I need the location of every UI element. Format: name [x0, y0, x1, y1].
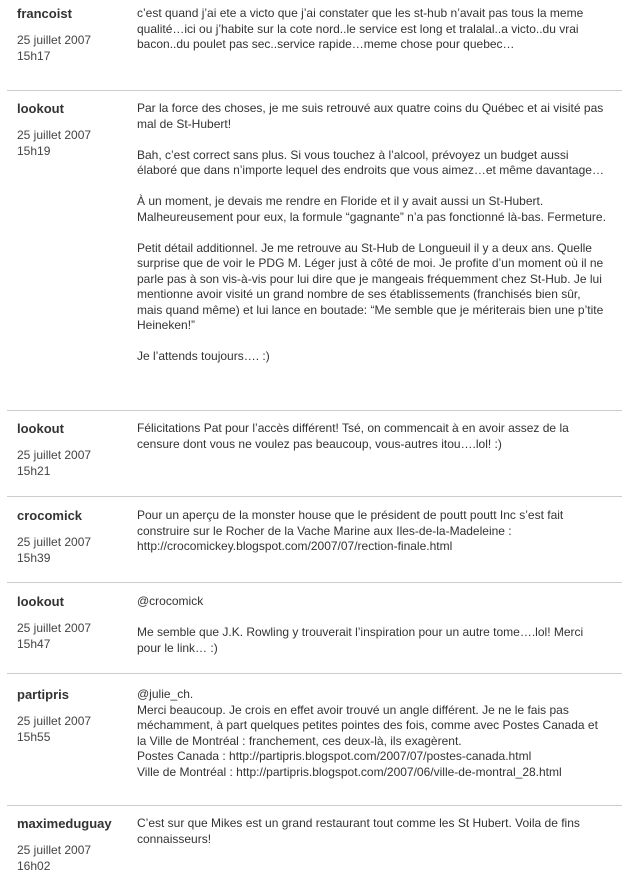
comment-paragraph: @crocomick [137, 594, 204, 608]
comment-date [17, 842, 132, 874]
comment-time: 15h39 [17, 551, 51, 565]
comment-paragraph: C’est sur que Mikes est un grand restaurant tout comme les St Hubert. Voila de fins connaisseurs! [137, 816, 580, 846]
comment-divider [7, 90, 622, 91]
comment-date [17, 127, 132, 159]
comment-paragraph: Pour un aperçu de la monster house que le président de poutt poutt Inc s’est fait construire sur le Rocher de la Vache Marine aux Iles-de-la-Madeleine : http://crocomickey.blogspot.com/2007/07/rection-finale.html [137, 508, 564, 553]
comment-meta [17, 687, 132, 745]
comment-date [17, 713, 132, 745]
comment-body [137, 421, 607, 452]
comment-author[interactable]: partipris [17, 687, 70, 702]
comment-divider [7, 673, 622, 674]
comment-divider [7, 805, 622, 806]
comment-date-day: 25 juillet 2007 [17, 535, 92, 549]
comment-paragraph: Je l’attends toujours…. :) [137, 349, 270, 363]
comment-body [137, 816, 607, 847]
comment-date-day: 25 juillet 2007 [17, 128, 92, 142]
comment-date-day: 25 juillet 2007 [17, 448, 92, 462]
comment-meta [17, 508, 132, 566]
comment-date-day: 25 juillet 2007 [17, 714, 92, 728]
comment-paragraph: Petit détail additionnel. Je me retrouve au St-Hub de Longueuil il y a deux ans. Quelle surprise que de voir le PDG M. Léger just à côté de moi. Je profite d’un moment où il ne parle pas à son vis-à-vis pour lui dire que je mangeais fréquemment chez St-Hub. Je lui mentionne avoir visité un grand nombre de ses établissements (franchisés bien sûr, mais quand même) et lui lance en boutade: “Me semble que je mériterais bien une p’tite Heineken!” [137, 240, 604, 332]
comment-meta [17, 594, 132, 652]
comment-date [17, 534, 132, 566]
comment-divider [7, 410, 622, 411]
comment-divider [7, 582, 622, 583]
comment-date-day: 25 juillet 2007 [17, 621, 92, 635]
comment-time: 15h47 [17, 637, 51, 651]
comment-meta [17, 816, 132, 874]
comment-date-day: 25 juillet 2007 [17, 33, 92, 47]
comment-paragraph: À un moment, je devais me rendre en Floride et il y avait aussi un St-Hubert. Malheureusement pour eux, la formule “gagnante” n’a pas fonctionné là-bas. Fermeture. [137, 194, 606, 224]
comment-link-line[interactable]: Ville de Montréal : http://partipris.blogspot.com/2007/06/ville-de-montral_28.html [137, 764, 562, 779]
comment-paragraph: Me semble que J.K. Rowling y trouverait l’inspiration pour un autre tome….lol! Merci pour le link… :) [137, 625, 584, 655]
comment-paragraph: c’est quand j’ai ete a victo que j’ai constater que les st-hub n’avait pas tous la meme qualité…ici ou j’habite sur la cote nord..le service est long et tralalal..a victo..du vrai bacon..du poulet pas sec..service rapide…meme chose pour quebec… [137, 6, 584, 51]
comment-time: 15h21 [17, 464, 51, 478]
comment-paragraph: Bah, c’est correct sans plus. Si vous touchez à l’alcool, prévoyez un budget aussi élaboré que dans n’importe lequel des endroits que vous aimez…et même davantage… [137, 147, 604, 177]
comment-body [137, 594, 607, 656]
comment-time: 15h19 [17, 144, 51, 158]
comment-date [17, 447, 132, 479]
comment-time: 15h55 [17, 730, 51, 744]
comment-paragraph: Félicitations Pat pour l’accès différent! Tsé, on commencait à en avoir assez de la censure dont vous ne voulez pas beaucoup, vous-autres itou….lol! :) [137, 421, 569, 451]
comment-body [137, 6, 607, 53]
comment-link-line[interactable]: Postes Canada : http://partipris.blogspot.com/2007/07/postes-canada.html [137, 749, 532, 763]
comment-author[interactable]: francoist [17, 6, 72, 21]
comment-mention: @julie_ch. [137, 687, 194, 701]
comment-author[interactable]: maximeduguay [17, 816, 112, 831]
comment-author[interactable]: lookout [17, 594, 64, 609]
comment-divider [7, 496, 622, 497]
comment-author[interactable]: lookout [17, 101, 64, 116]
comment-date [17, 32, 132, 64]
comment-author[interactable]: crocomick [17, 508, 83, 523]
comment-time: 16h02 [17, 859, 51, 873]
comment-paragraph: Par la force des choses, je me suis retrouvé aux quatre coins du Québec et ai visité pas mal de St-Hubert! [137, 101, 604, 131]
comment-paragraph: Merci beaucoup. Je crois en effet avoir trouvé un angle différent. Je ne le fais pas méchamment, à part quelques petites pointes des fois, comme avec Postes Canada et la Ville de Montréal : franchement, ces deux-là, ils exagèrent. [137, 702, 598, 748]
comment-date-day: 25 juillet 2007 [17, 843, 92, 857]
comment-body [137, 687, 607, 780]
comment-time: 15h17 [17, 49, 51, 63]
comment-body [137, 101, 607, 365]
comment-meta [17, 101, 132, 159]
comment-meta [17, 6, 132, 64]
comment-meta [17, 421, 132, 479]
comment-body [137, 508, 607, 555]
comment-date [17, 620, 132, 652]
comment-author[interactable]: lookout [17, 421, 64, 436]
